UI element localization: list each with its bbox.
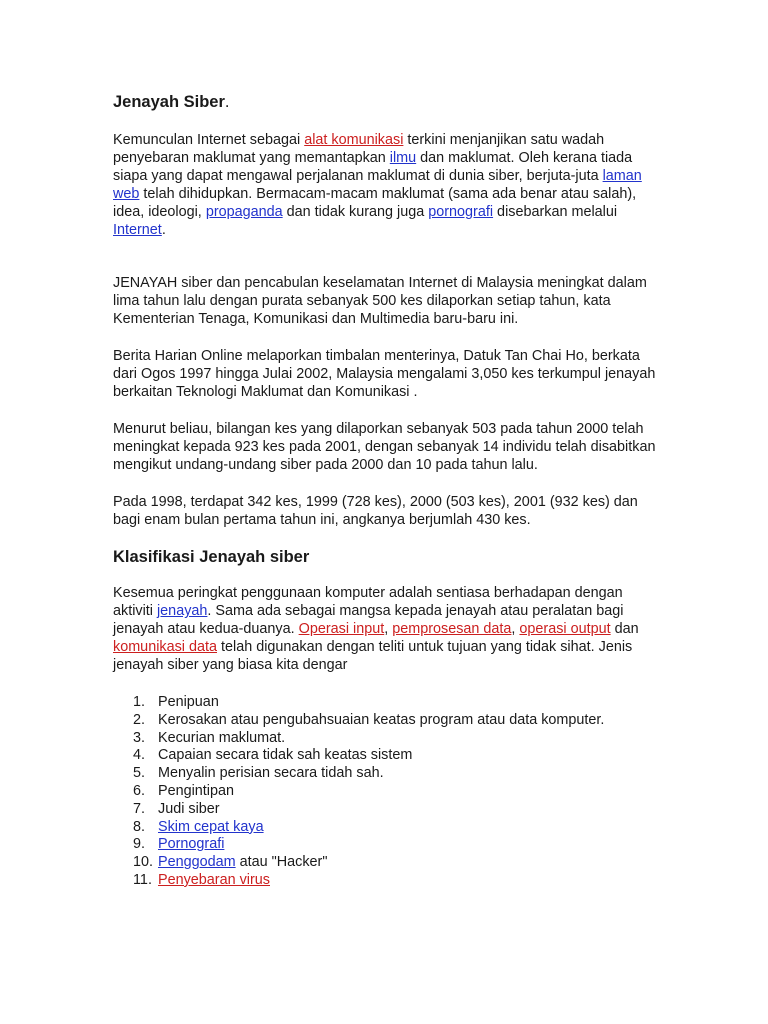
list-item bbox=[113, 783, 661, 801]
link-operasi-output[interactable]: operasi output bbox=[519, 621, 611, 638]
list-item-text: Capaian secara tidak sah keatas sistem bbox=[158, 747, 413, 764]
klasifikasi-paragraph bbox=[113, 585, 661, 675]
link-propaganda[interactable]: propaganda bbox=[205, 203, 283, 220]
klasifikasi-text: , bbox=[511, 621, 520, 638]
link-pemprosesan-data[interactable]: pemprosesan data bbox=[392, 621, 512, 638]
klasifikasi-text: . Sama ada sebagai mangsa kepada jenayah atau peralatan bagi jenayah atau kedua-duanya. bbox=[113, 603, 624, 638]
link-laman-web[interactable]: laman web bbox=[113, 167, 642, 202]
klasifikasi-text: Kesemua peringkat penggunaan komputer adalah sentiasa berhadapan dengan aktiviti bbox=[113, 585, 623, 620]
paragraph-menurut-beliau: Menurut beliau, bilangan kes yang dilaporkan sebanyak 503 pada tahun 2000 telah meningkat kepada 923 kes pada 2001, dengan sebanyak 14 individu telah disabitkan mengikut undang-undang siber pada 2000 dan 10 pada tahun lalu. bbox=[113, 420, 656, 473]
link-pornografi[interactable]: pornografi bbox=[428, 203, 494, 220]
list-number: 10. bbox=[133, 854, 154, 871]
intro-text: . bbox=[161, 221, 166, 238]
crime-type-list bbox=[113, 694, 661, 890]
document-page bbox=[113, 92, 661, 890]
list-number: 2. bbox=[133, 711, 146, 728]
link-penggodam[interactable]: Penggodam bbox=[158, 854, 236, 871]
list-item bbox=[113, 872, 661, 890]
intro-text: Kemunculan Internet sebagai bbox=[113, 132, 305, 148]
intro-text: disebarkan melalui bbox=[493, 203, 618, 220]
section-heading-klasifikasi: Klasifikasi Jenayah siber bbox=[113, 548, 310, 567]
list-number: 11. bbox=[133, 871, 152, 888]
list-item bbox=[113, 730, 661, 748]
paragraph-statistik: Pada 1998, terdapat 342 kes, 1999 (728 kes), 2000 (503 kes), 2001 (932 kes) dan bagi enam bulan pertama tahun ini, angkanya berjumlah 430 kes. bbox=[113, 493, 638, 528]
intro-text: terkini menjanjikan satu wadah penyebaran maklumat yang memantapkan bbox=[113, 132, 605, 166]
link-jenayah[interactable]: jenayah bbox=[156, 603, 208, 620]
link-ilmu[interactable]: ilmu bbox=[389, 149, 417, 166]
list-item bbox=[113, 819, 661, 837]
list-item bbox=[113, 712, 661, 730]
list-item bbox=[113, 854, 661, 872]
paragraph-jenayah-siber: JENAYAH siber dan pencabulan keselamatan Internet di Malaysia meningkat dalam lima tahun lalu dengan purata sebanyak 500 kes dilaporkan setiap tahun, kata Kementerian Tenaga, Komunikasi dan Multimedia baru-baru ini. bbox=[113, 275, 647, 328]
link-skim-cepat-kaya[interactable]: Skim cepat kaya bbox=[158, 818, 264, 835]
link-pornografi-list[interactable]: Pornografi bbox=[158, 836, 225, 853]
list-number: 8. bbox=[133, 818, 146, 835]
link-komunikasi-data[interactable]: komunikasi data bbox=[113, 639, 217, 656]
intro-text: dan maklumat. Oleh kerana tiada siapa yang dapat mengawal perjalanan maklumat di dunia siber, berjuta-juta bbox=[113, 149, 633, 184]
list-item bbox=[113, 765, 661, 783]
klasifikasi-text: dan bbox=[610, 621, 639, 638]
list-item-text: Kecurian maklumat. bbox=[158, 729, 286, 746]
list-number: 7. bbox=[133, 800, 146, 817]
link-penyebaran-virus[interactable]: Penyebaran virus bbox=[158, 871, 270, 888]
link-operasi-input[interactable]: Operasi input bbox=[298, 621, 385, 638]
list-item-text: Judi siber bbox=[158, 800, 220, 817]
title-suffix: . bbox=[224, 93, 230, 111]
list-item bbox=[113, 694, 661, 712]
link-alat-komunikasi[interactable]: alat komunikasi bbox=[304, 132, 404, 148]
list-item bbox=[113, 836, 661, 854]
list-item bbox=[113, 747, 661, 765]
list-item-text: Kerosakan atau pengubahsuaian keatas program atau data komputer. bbox=[158, 711, 605, 728]
list-number: 3. bbox=[133, 729, 146, 746]
klasifikasi-text: , bbox=[384, 621, 393, 638]
list-number: 5. bbox=[133, 765, 146, 782]
klasifikasi-text: telah digunakan dengan teliti untuk tujuan yang tidak sihat. Jenis jenayah siber yang biasa kita dengar bbox=[113, 639, 633, 674]
paragraph-berita-harian: Berita Harian Online melaporkan timbalan menterinya, Datuk Tan Chai Ho, berkata dari Ogos 1997 hingga Julai 2002, Malaysia mengalami 3,050 kes terkumpul jenayah berkaitan Teknologi Maklumat dan Komunikasi . bbox=[113, 348, 656, 400]
list-item-text: atau "Hacker" bbox=[235, 854, 328, 871]
intro-text: telah dihidupkan. Bermacam-macam maklumat (sama ada benar atau salah), idea, ideologi, bbox=[113, 185, 637, 220]
list-item-text: Menyalin perisian secara tidah sah. bbox=[158, 765, 384, 782]
title-text: Jenayah Siber bbox=[113, 93, 225, 111]
list-number: 1. bbox=[133, 693, 146, 710]
intro-text: dan tidak kurang juga bbox=[282, 203, 429, 220]
list-item-text: Pengintipan bbox=[158, 782, 235, 799]
intro-paragraph bbox=[113, 132, 661, 239]
list-item bbox=[113, 801, 661, 819]
list-number: 9. bbox=[133, 836, 146, 853]
list-number: 4. bbox=[133, 747, 146, 764]
list-number: 6. bbox=[133, 782, 146, 799]
list-item-text: Penipuan bbox=[158, 693, 219, 710]
link-internet[interactable]: Internet bbox=[113, 221, 162, 238]
page-title bbox=[113, 92, 661, 112]
